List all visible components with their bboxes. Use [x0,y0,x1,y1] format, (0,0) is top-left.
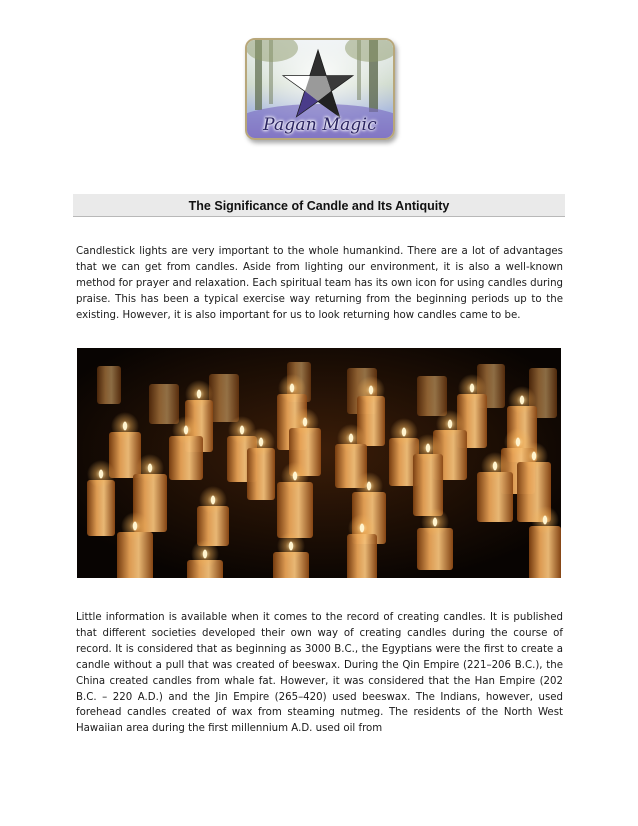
candle-body [413,454,443,516]
candle-flame [211,496,215,505]
article-title: The Significance of Candle and Its Antiquity [188,199,450,213]
pagan-magic-logo [245,38,395,140]
candle-body [97,366,121,404]
candle-flame [290,384,294,393]
candle-flame [369,386,373,395]
candle-flame [532,452,536,461]
candle-flame [289,542,293,551]
candle-flame [240,426,244,435]
candle-flame [184,426,188,435]
candle-flame [520,396,524,405]
candle-flame [203,550,207,559]
candle-flame [433,518,437,527]
candle-flame [360,524,364,533]
candle-body [149,384,179,424]
candle-flame [259,438,263,447]
candle-flame [123,422,127,431]
candle-flame [349,434,353,443]
history-paragraph: Little information is available when it comes to the record of creating candles. It is published that different societies developed their own way of creating candles during the course of record. It is considered that as beginning as 3000 B.C., the Egyptians were the first to create a candle without a pull that was created of beeswax. During the Qin Empire (221–206 B.C.), the China created candles from whale fat. However, it was considered that the Han Empire (202 B.C. – 220 A.D.) and the Jin Empire (265–420) used beeswax. The Indians, however, used forehead candles created of wax from steaming nutmeg. The residents of the North West Hawaiian area during the first millennium A.D. used oil from [76,612,563,735]
candles-photo [77,348,561,578]
candle-body [277,482,313,538]
candle-flame [516,438,520,447]
candle-flame [426,444,430,453]
candle-flame [448,420,452,429]
candle-flame [148,464,152,473]
candle-flame [493,462,497,471]
candle-body [209,374,239,422]
candle-body [87,480,115,536]
candle-flame [543,516,547,525]
candle-flame [197,390,201,399]
candle-flame [470,384,474,393]
logo-text: Pagan Magic [263,115,377,135]
candle-flame [367,482,371,491]
intro-paragraph: Candlestick lights are very important to the whole humankind. There are a lot of advantages that we can get from candles. Aside from lighting our environment, it is also a well-known method for prayer and relaxation. Each spiritual team has its own icon for using candles during praise. This has been a typical exercise way returning from the beginning periods up to the existing. However, it is also important for us to look returning how candles came to be. [76,246,563,321]
candle-flame [293,472,297,481]
candles-image [77,348,561,578]
candle-flame [133,522,137,531]
candle-body [417,376,447,416]
candle-flame [99,470,103,479]
candle-flame [402,428,406,437]
candle-flame [303,418,307,427]
article-title-bar [73,194,565,217]
